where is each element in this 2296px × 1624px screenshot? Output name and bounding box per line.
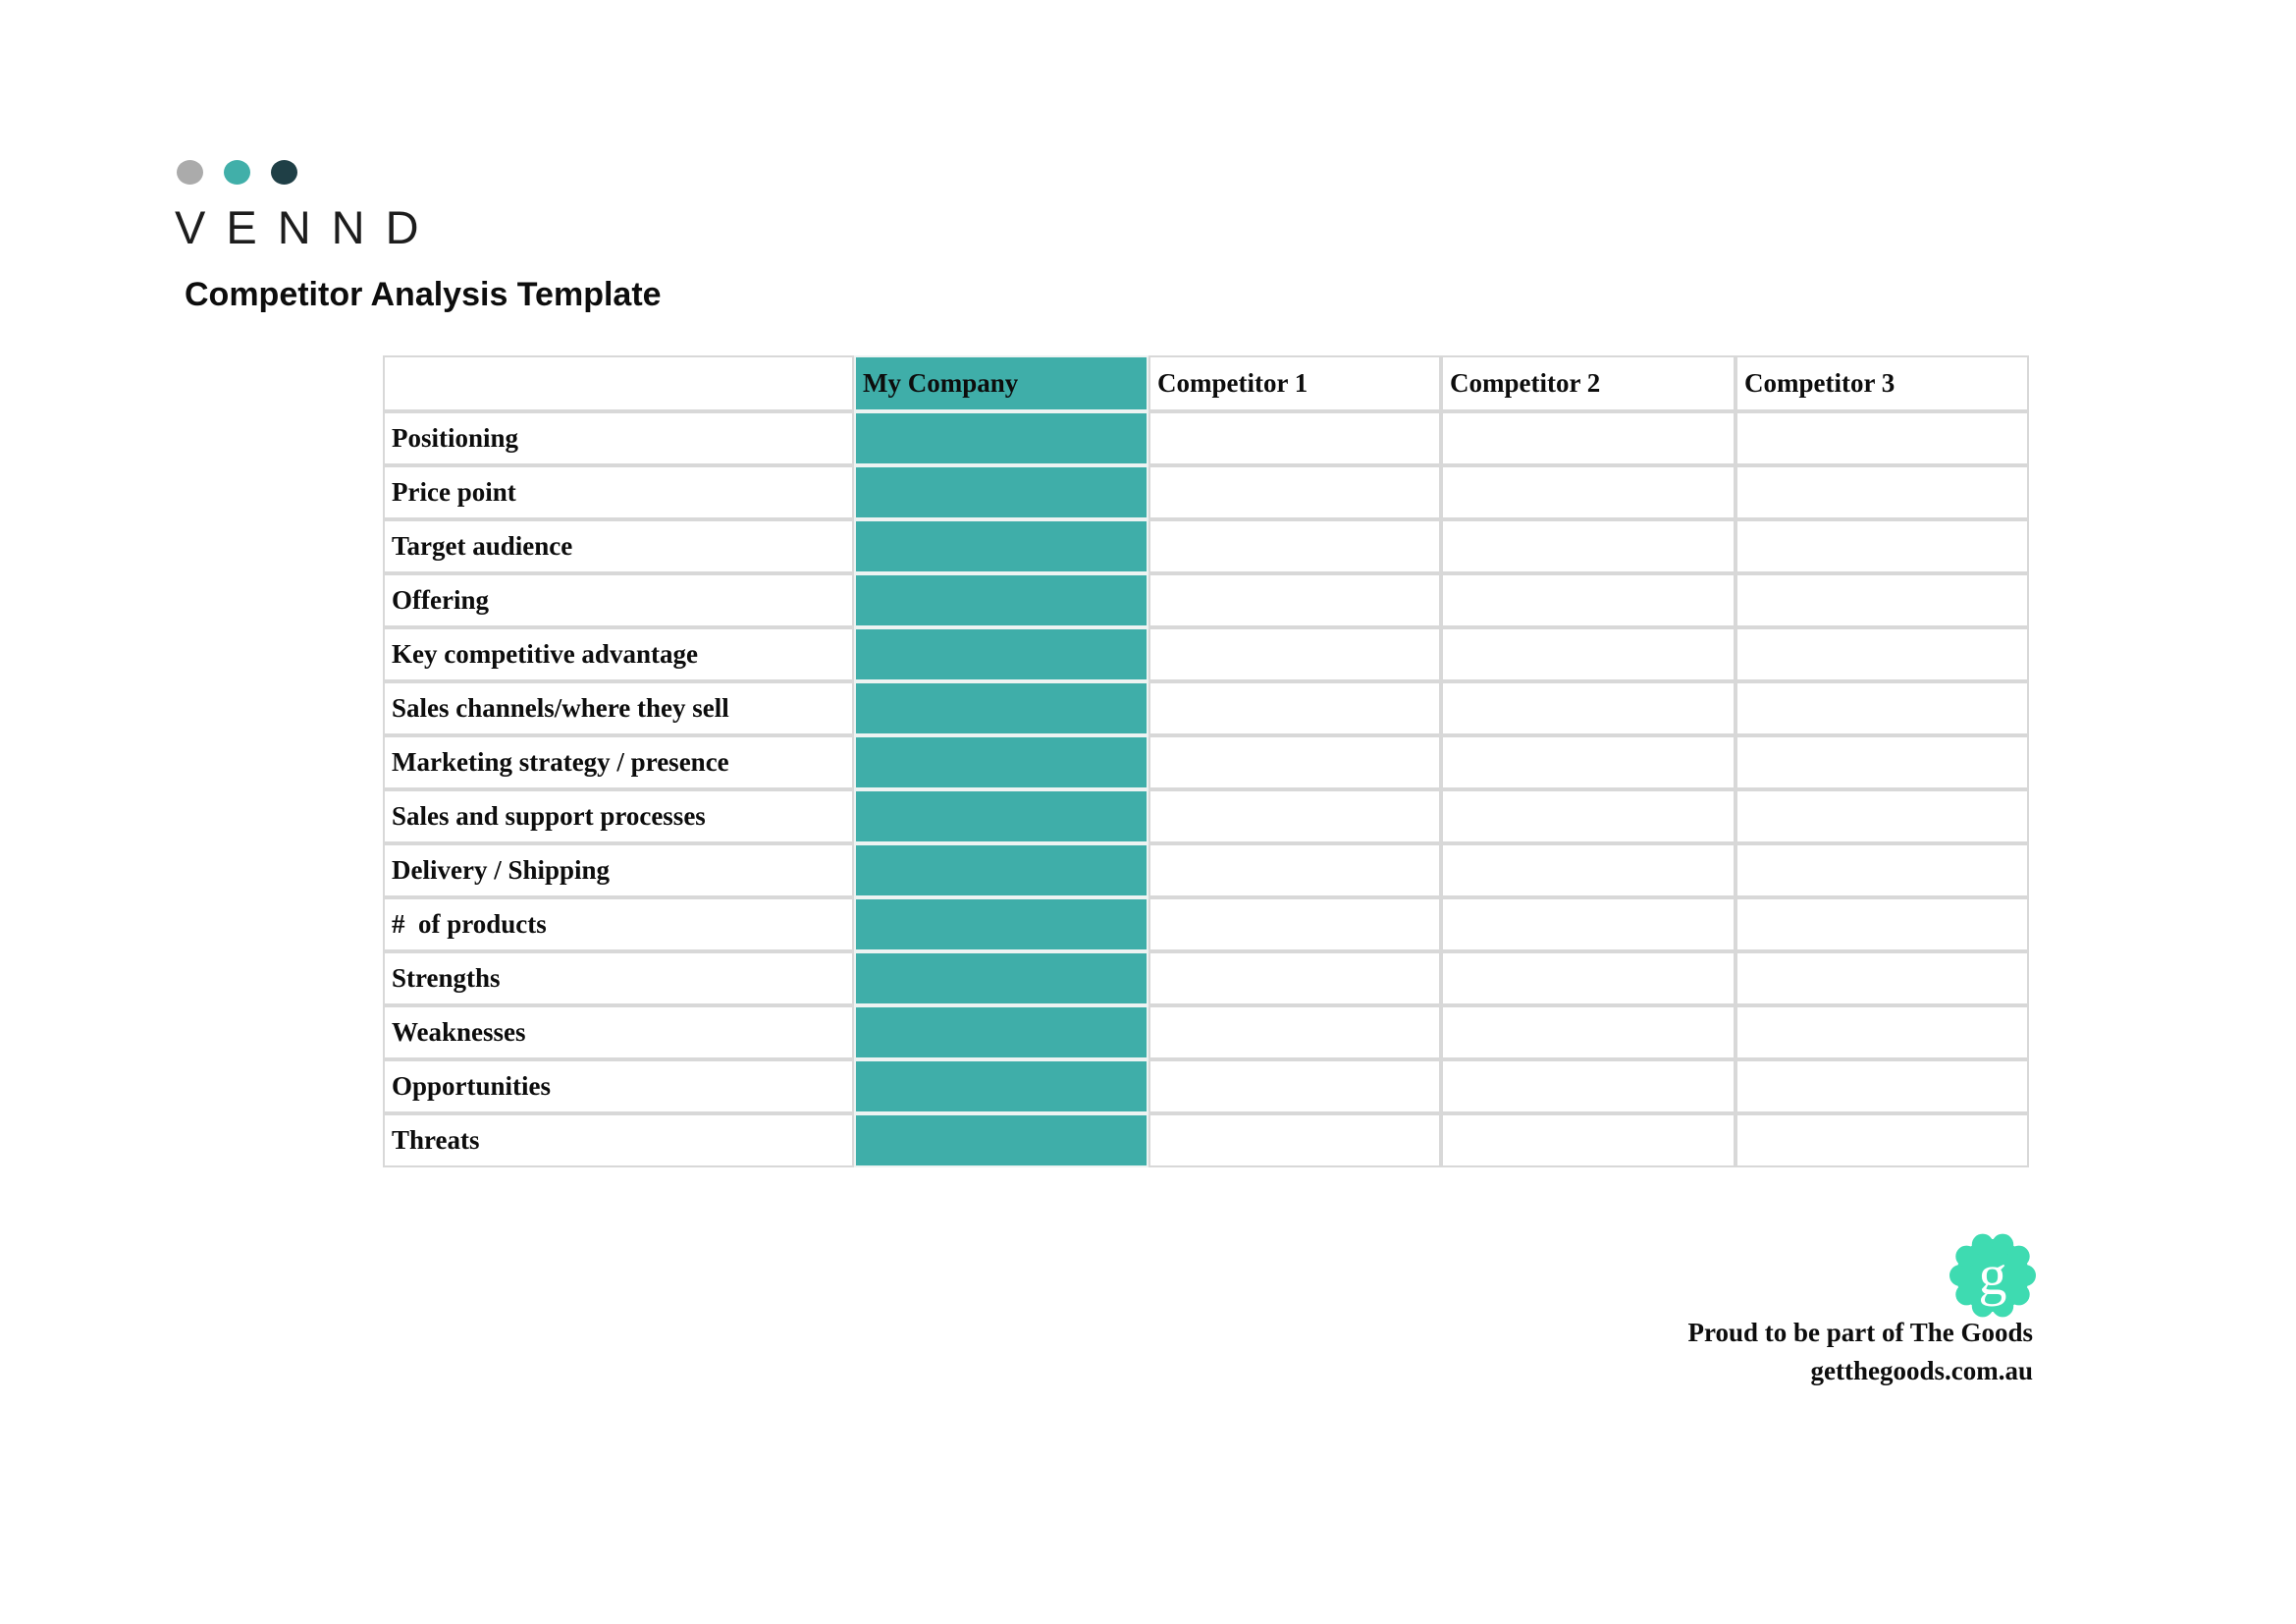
competitor-3-cell[interactable] <box>1735 789 2029 843</box>
competitor-2-cell[interactable] <box>1441 843 1735 897</box>
my-company-cell[interactable] <box>854 465 1148 519</box>
table-body <box>383 411 2029 1167</box>
my-company-cell[interactable] <box>854 789 1148 843</box>
table-row <box>383 465 2029 519</box>
my-company-cell[interactable] <box>854 843 1148 897</box>
my-company-cell[interactable] <box>854 951 1148 1005</box>
row-label: Weaknesses <box>383 1005 854 1059</box>
logo-wordmark: VENND <box>175 201 440 253</box>
table-row <box>383 627 2029 681</box>
table-row <box>383 843 2029 897</box>
competitor-1-cell[interactable] <box>1148 789 1441 843</box>
column-header-my-company: My Company <box>854 355 1148 411</box>
competitor-1-cell[interactable] <box>1148 897 1441 951</box>
row-label: # of products <box>383 897 854 951</box>
logo-dots <box>177 160 440 185</box>
row-label: Sales and support processes <box>383 789 854 843</box>
competitor-2-cell[interactable] <box>1441 519 1735 573</box>
logo-dot-gray-icon <box>177 160 203 185</box>
table-header-row <box>383 355 2029 411</box>
competitor-2-cell[interactable] <box>1441 735 1735 789</box>
competitor-1-cell[interactable] <box>1148 573 1441 627</box>
footer-text <box>1687 1314 2033 1390</box>
competitor-1-cell[interactable] <box>1148 1005 1441 1059</box>
row-label: Sales channels/where they sell <box>383 681 854 735</box>
competitor-2-cell[interactable] <box>1441 789 1735 843</box>
competitor-1-cell[interactable] <box>1148 951 1441 1005</box>
row-label: Price point <box>383 465 854 519</box>
competitor-table <box>383 355 2029 1167</box>
row-label: Positioning <box>383 411 854 465</box>
table-row <box>383 1059 2029 1113</box>
competitor-2-cell[interactable] <box>1441 1005 1735 1059</box>
badge-letter: g <box>1978 1243 2007 1307</box>
my-company-cell[interactable] <box>854 681 1148 735</box>
competitor-3-cell[interactable] <box>1735 843 2029 897</box>
row-label: Delivery / Shipping <box>383 843 854 897</box>
table-row <box>383 789 2029 843</box>
table-row <box>383 897 2029 951</box>
competitor-2-cell[interactable] <box>1441 573 1735 627</box>
competitor-3-cell[interactable] <box>1735 411 2029 465</box>
competitor-3-cell[interactable] <box>1735 1113 2029 1167</box>
competitor-2-cell[interactable] <box>1441 1113 1735 1167</box>
table-row <box>383 735 2029 789</box>
my-company-cell[interactable] <box>854 897 1148 951</box>
the-goods-badge-icon <box>1947 1229 2039 1322</box>
competitor-3-cell[interactable] <box>1735 951 2029 1005</box>
table-row <box>383 951 2029 1005</box>
my-company-cell[interactable] <box>854 573 1148 627</box>
competitor-3-cell[interactable] <box>1735 681 2029 735</box>
row-label: Key competitive advantage <box>383 627 854 681</box>
competitor-2-cell[interactable] <box>1441 411 1735 465</box>
my-company-cell[interactable] <box>854 627 1148 681</box>
competitor-1-cell[interactable] <box>1148 1113 1441 1167</box>
competitor-3-cell[interactable] <box>1735 1005 2029 1059</box>
competitor-3-cell[interactable] <box>1735 465 2029 519</box>
row-label: Target audience <box>383 519 854 573</box>
row-label: Opportunities <box>383 1059 854 1113</box>
row-label: Strengths <box>383 951 854 1005</box>
table-row <box>383 573 2029 627</box>
table-row <box>383 681 2029 735</box>
my-company-cell[interactable] <box>854 519 1148 573</box>
my-company-cell[interactable] <box>854 735 1148 789</box>
competitor-1-cell[interactable] <box>1148 519 1441 573</box>
logo-dot-dark-icon <box>271 160 297 185</box>
competitor-2-cell[interactable] <box>1441 681 1735 735</box>
footer-tagline: Proud to be part of The Goods <box>1687 1318 2033 1347</box>
footer-website-link[interactable]: getthegoods.com.au <box>1810 1356 2033 1385</box>
competitor-3-cell[interactable] <box>1735 735 2029 789</box>
vennd-logo <box>175 160 440 254</box>
competitor-3-cell[interactable] <box>1735 1059 2029 1113</box>
competitor-1-cell[interactable] <box>1148 843 1441 897</box>
competitor-2-cell[interactable] <box>1441 897 1735 951</box>
competitor-2-cell[interactable] <box>1441 627 1735 681</box>
competitor-1-cell[interactable] <box>1148 1059 1441 1113</box>
competitor-2-cell[interactable] <box>1441 465 1735 519</box>
table-row <box>383 1113 2029 1167</box>
competitor-3-cell[interactable] <box>1735 573 2029 627</box>
row-label: Offering <box>383 573 854 627</box>
competitor-1-cell[interactable] <box>1148 627 1441 681</box>
table-row <box>383 1005 2029 1059</box>
my-company-cell[interactable] <box>854 1059 1148 1113</box>
competitor-3-cell[interactable] <box>1735 897 2029 951</box>
table-row <box>383 519 2029 573</box>
row-label: Threats <box>383 1113 854 1167</box>
competitor-1-cell[interactable] <box>1148 465 1441 519</box>
table-row <box>383 411 2029 465</box>
column-header-competitor-1: Competitor 1 <box>1148 355 1441 411</box>
column-header-competitor-3: Competitor 3 <box>1735 355 2029 411</box>
competitor-1-cell[interactable] <box>1148 411 1441 465</box>
my-company-cell[interactable] <box>854 411 1148 465</box>
competitor-2-cell[interactable] <box>1441 951 1735 1005</box>
page-title: Competitor Analysis Template <box>185 276 662 313</box>
competitor-2-cell[interactable] <box>1441 1059 1735 1113</box>
row-label: Marketing strategy / presence <box>383 735 854 789</box>
my-company-cell[interactable] <box>854 1113 1148 1167</box>
competitor-1-cell[interactable] <box>1148 735 1441 789</box>
competitor-3-cell[interactable] <box>1735 519 2029 573</box>
corner-cell <box>383 355 854 411</box>
column-header-competitor-2: Competitor 2 <box>1441 355 1735 411</box>
logo-dot-teal-icon <box>224 160 250 185</box>
competitor-3-cell[interactable] <box>1735 627 2029 681</box>
my-company-cell[interactable] <box>854 1005 1148 1059</box>
competitor-1-cell[interactable] <box>1148 681 1441 735</box>
